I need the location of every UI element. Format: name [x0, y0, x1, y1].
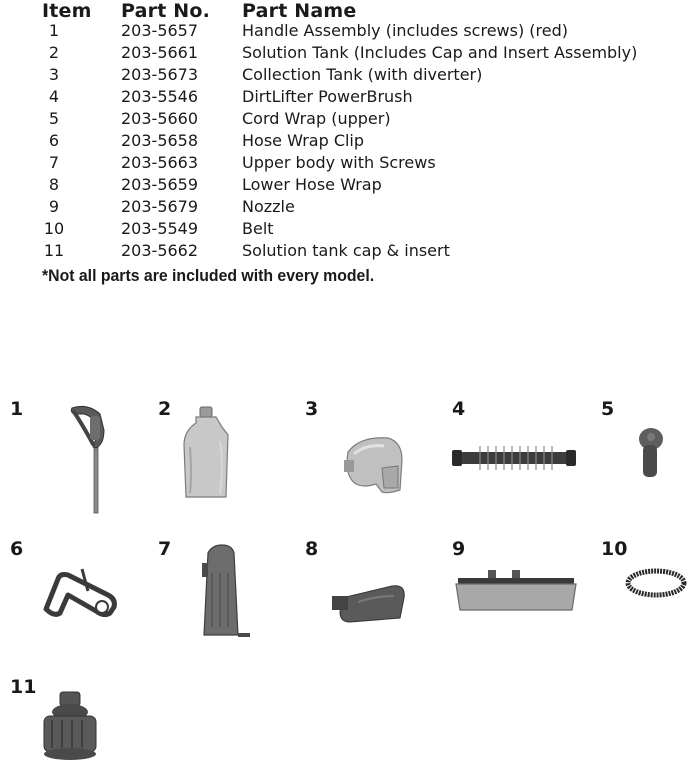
row-part-name: DirtLifter PowerBrush: [242, 87, 413, 106]
belt-image: [624, 566, 688, 600]
row-part-no: 203-5663: [121, 153, 199, 172]
cord-wrap-image: [635, 425, 667, 481]
row-part-no: 203-5658: [121, 131, 199, 150]
row-part-name: Cord Wrap (upper): [242, 109, 391, 128]
part-number-label: 6: [10, 538, 24, 560]
upper-body-image: [192, 543, 254, 643]
row-item: 6: [48, 131, 60, 150]
row-part-no: 203-5673: [121, 65, 199, 84]
row-part-no: 203-5549: [121, 219, 199, 238]
row-part-name: Solution Tank (Includes Cap and Insert Assembly): [242, 43, 638, 62]
part-number-label: 10: [601, 538, 628, 560]
row-item: 2: [48, 43, 60, 62]
row-item: 11: [43, 241, 65, 260]
footnote: *Not all parts are included with every model.: [42, 266, 375, 285]
part-number-label: 3: [305, 398, 319, 420]
solution-tank-cap-image: [40, 690, 100, 762]
row-part-no: 203-5679: [121, 197, 199, 216]
row-part-no: 203-5660: [121, 109, 199, 128]
nozzle-image: [452, 568, 582, 614]
part-number-label: 8: [305, 538, 319, 560]
row-part-name: Handle Assembly (includes screws) (red): [242, 21, 569, 40]
row-part-no: 203-5657: [121, 21, 199, 40]
header-item: Item: [42, 0, 92, 22]
row-part-name: Upper body with Screws: [242, 153, 436, 172]
part-number-label: 1: [10, 398, 24, 420]
row-item: 9: [48, 197, 60, 216]
collection-tank-image: [338, 432, 410, 497]
row-part-name: Nozzle: [242, 197, 295, 216]
part-number-label: 7: [158, 538, 172, 560]
row-part-name: Lower Hose Wrap: [242, 175, 382, 194]
hose-wrap-clip-image: [38, 565, 124, 620]
header-part-name: Part Name: [242, 0, 357, 22]
powerbrush-image: [450, 440, 580, 476]
header-part-no: Part No.: [121, 0, 211, 22]
lower-hose-wrap-image: [332, 578, 412, 626]
row-part-no: 203-5661: [121, 43, 199, 62]
part-number-label: 9: [452, 538, 466, 560]
row-part-no: 203-5659: [121, 175, 199, 194]
row-part-name: Solution tank cap & insert: [242, 241, 450, 260]
row-item: 7: [48, 153, 60, 172]
row-item: 3: [48, 65, 60, 84]
part-number-label: 5: [601, 398, 615, 420]
solution-tank-image: [180, 405, 235, 500]
part-number-label: 11: [10, 676, 37, 698]
row-item: 5: [48, 109, 60, 128]
row-item: 4: [48, 87, 60, 106]
row-part-no: 203-5662: [121, 241, 199, 260]
row-part-name: Hose Wrap Clip: [242, 131, 365, 150]
row-part-name: Belt: [242, 219, 274, 238]
row-part-name: Collection Tank (with diverter): [242, 65, 483, 84]
row-item: 1: [48, 21, 60, 40]
row-item: 10: [43, 219, 65, 238]
part-number-label: 2: [158, 398, 172, 420]
row-item: 8: [48, 175, 60, 194]
handle-assembly-image: [60, 400, 110, 515]
part-number-label: 4: [452, 398, 466, 420]
row-part-no: 203-5546: [121, 87, 199, 106]
